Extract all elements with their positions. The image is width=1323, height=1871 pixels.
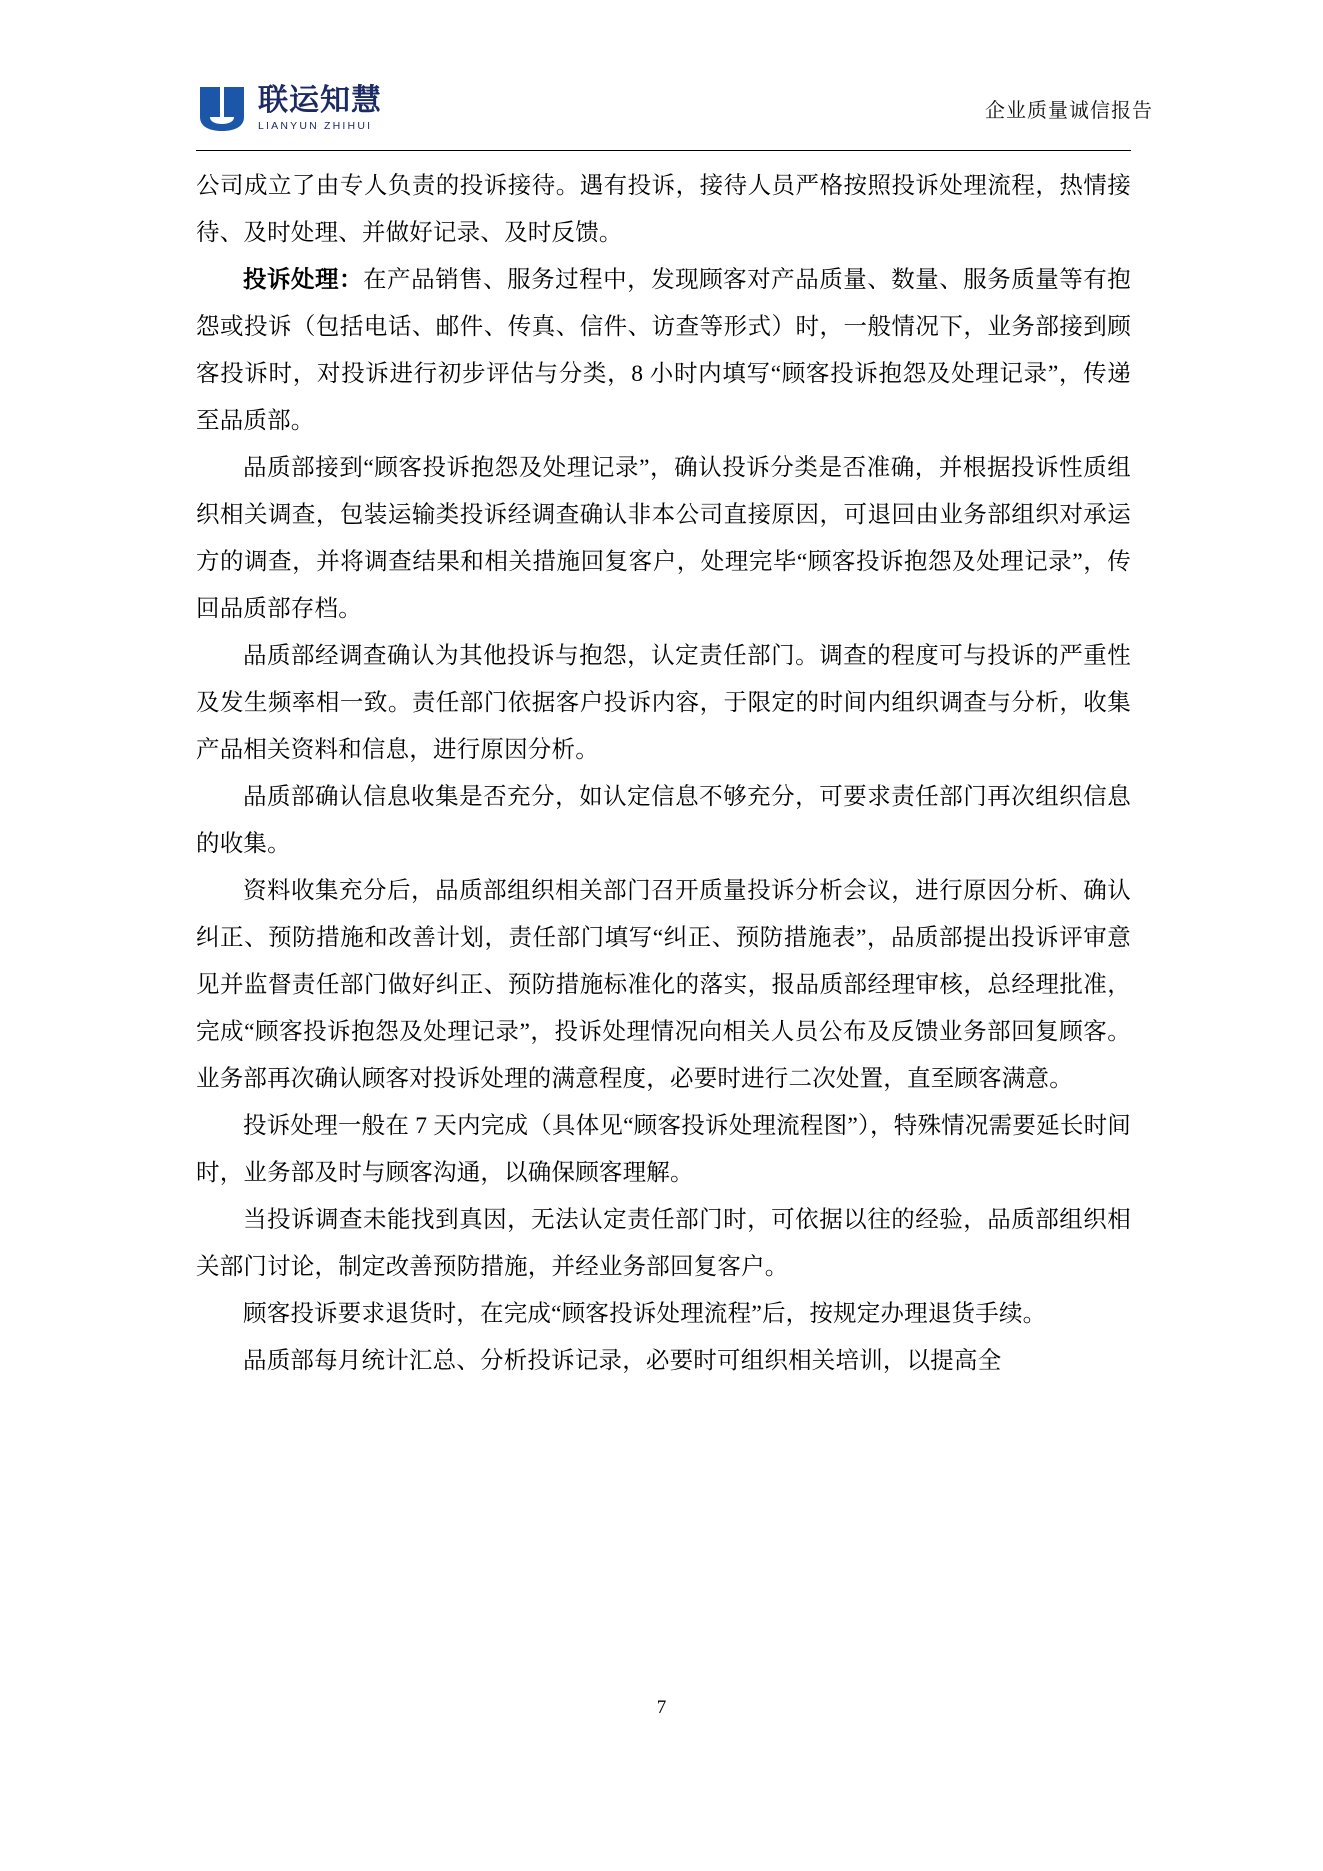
lianyun-logo-icon [196, 83, 248, 135]
logo-text-cn: 联运知慧 [258, 84, 382, 118]
company-logo [196, 83, 382, 135]
paragraph-6: 资料收集充分后，品质部组织相关部门召开质量投诉分析会议，进行原因分析、确认纠正、预防措施和改善计划，责任部门填写“纠正、预防措施表”，品质部提出投诉评审意见并监督责任部门做好纠正、预防措施标准化的落实，报品质部经理审核，总经理批准，完成“顾客投诉抱怨及处理记录”，投诉处理情况向相关人员公布及反馈业务部回复顾客。业务部再次确认顾客对投诉处理的满意程度，必要时进行二次处置，直至顾客满意。 [196, 878, 1131, 1092]
paragraph-7: 投诉处理一般在 7 天内完成（具体见“顾客投诉处理流程图”），特殊情况需要延长时间时，业务部及时与顾客沟通，以确保顾客理解。 [196, 1113, 1131, 1186]
document-body [196, 163, 1131, 1385]
paragraph-2-text: 在产品销售、服务过程中，发现顾客对产品质量、数量、服务质量等有抱怨或投诉（包括电话、邮件、传真、信件、访查等形式）时，一般情况下，业务部接到顾客投诉时，对投诉进行初步评估与分类，8 小时内填写“顾客投诉抱怨及处理记录”，传递至品质部。 [196, 267, 1131, 434]
paragraph-2-lead: 投诉处理： [243, 267, 364, 293]
header-title: 企业质量诚信报告 [985, 99, 1153, 122]
paragraph-2 [196, 257, 1131, 445]
page-header [196, 78, 1153, 140]
logo-text-en: LIANYUN ZHIHUI [258, 120, 373, 133]
paragraph-4: 品质部经调查确认为其他投诉与抱怨，认定责任部门。调查的程度可与投诉的严重性及发生频率相一致。责任部门依据客户投诉内容，于限定的时间内组织调查与分析，收集产品相关资料和信息，进行原因分析。 [196, 643, 1131, 763]
header-divider [196, 150, 1131, 151]
paragraph-1: 公司成立了由专人负责的投诉接待。遇有投诉，接待人员严格按照投诉处理流程，热情接待、及时处理、并做好记录、及时反馈。 [196, 173, 1131, 246]
paragraph-5: 品质部确认信息收集是否充分，如认定信息不够充分，可要求责任部门再次组织信息的收集。 [196, 784, 1131, 857]
paragraph-3: 品质部接到“顾客投诉抱怨及处理记录”，确认投诉分类是否准确，并根据投诉性质组织相关调查，包装运输类投诉经调查确认非本公司直接原因，可退回由业务部组织对承运方的调查，并将调查结果和相关措施回复客户，处理完毕“顾客投诉抱怨及处理记录”，传回品质部存档。 [196, 455, 1131, 622]
paragraph-10: 品质部每月统计汇总、分析投诉记录，必要时可组织相关培训，以提高全 [243, 1348, 1002, 1374]
page-number: 7 [656, 1697, 667, 1718]
paragraph-9: 顾客投诉要求退货时，在完成“顾客投诉处理流程”后，按规定办理退货手续。 [243, 1301, 1047, 1327]
paragraph-8: 当投诉调查未能找到真因，无法认定责任部门时，可依据以往的经验，品质部组织相关部门讨论，制定改善预防措施，并经业务部回复客户。 [196, 1207, 1131, 1280]
logo-wordmark [258, 86, 382, 132]
